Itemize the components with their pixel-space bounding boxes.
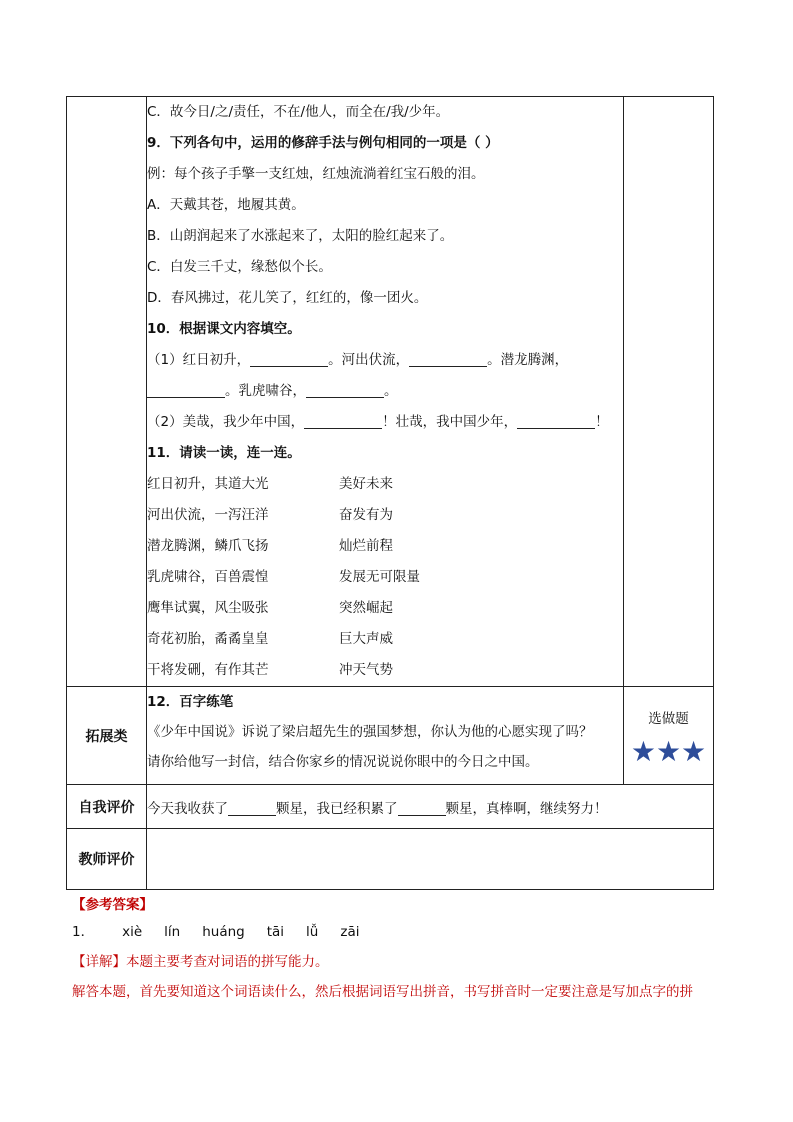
answer-section	[72, 893, 732, 1007]
q9-option-d: D．春风拂过，花儿笑了，红红的，像一团火。	[147, 290, 428, 306]
fill-blank[interactable]	[409, 352, 487, 367]
fill-blank[interactable]	[304, 414, 382, 429]
q11-title: 11．请读一读，连一连。	[147, 445, 301, 461]
q11-matching-list	[147, 469, 623, 686]
q9-title: 9．下列各句中，运用的修辞手法与例句相同的一项是（ ）	[147, 135, 499, 151]
optional-tag: 选做题	[648, 711, 689, 727]
extension-row	[67, 687, 714, 785]
match-row: 红日初升，其道大光 美好未来	[147, 476, 393, 492]
star-total-blank[interactable]	[398, 801, 446, 816]
q9-option-a: A．天戴其苍，地履其黄。	[147, 197, 305, 213]
self-eval-cell: 今天我收获了 颗星，我已经积累了 颗星，真棒啊，继续努力！	[147, 785, 714, 829]
q12-title: 12．百字练笔	[147, 694, 234, 710]
fill-blank[interactable]	[306, 383, 384, 398]
teacher-eval-cell[interactable]	[147, 829, 714, 890]
q9-option-c: C．白发三千丈，缘愁似个长。	[147, 259, 332, 275]
answer-explanation: 解答本题，首先要知道这个词语读什么，然后根据词语写出拼音，书写拼音时一定要注意是写加点字的拼	[72, 984, 693, 1000]
match-row: 奇花初胎，矞矞皇皇 巨大声威	[147, 631, 393, 647]
q9-example: 例：每个孩子手擎一支红烛，红烛流淌着红宝石般的泪。	[147, 166, 485, 182]
answer-1-pinyin: 1． xiè lín huáng tāi lǚ zāi	[72, 924, 360, 940]
questions-cell	[147, 97, 624, 687]
answer-header: 【参考答案】	[72, 897, 153, 913]
extension-label: 拓展类	[67, 687, 147, 785]
questions-side-cell	[624, 97, 714, 687]
match-row: 河出伏流，一泻汪洋 奋发有为	[147, 507, 393, 523]
optional-cell	[624, 687, 714, 785]
q10-line-2: 。乳虎啸谷， 。	[147, 376, 623, 407]
fill-blank[interactable]	[517, 414, 595, 429]
star-rating-icon: ★★★	[630, 735, 707, 768]
q8-option-c: C．故今日/之/责任，不在/他人，而全在/我/少年。	[147, 104, 450, 120]
q10-title: 10．根据课文内容填空。	[147, 321, 301, 337]
questions-label-cell	[67, 97, 147, 687]
questions-row	[67, 97, 714, 687]
q10-line-3: （2）美哉，我少年中国， ！壮哉，我中国少年， ！	[147, 414, 609, 430]
fill-blank[interactable]	[147, 383, 225, 398]
q9-option-b: B．山朗润起来了水涨起来了，太阳的脸红起来了。	[147, 228, 454, 244]
q12-line-1: 《少年中国说》诉说了梁启超先生的强国梦想，你认为他的心愿实现了吗？	[147, 724, 593, 740]
teacher-eval-label: 教师评价	[67, 829, 147, 890]
match-row: 潜龙腾渊，鳞爪飞扬 灿烂前程	[147, 538, 393, 554]
teacher-eval-row	[67, 829, 714, 890]
q10-line-1: （1）红日初升， 。河出伏流， 。潜龙腾渊，	[147, 352, 569, 368]
self-eval-row	[67, 785, 714, 829]
match-row: 干将发硎，有作其芒 冲天气势	[147, 662, 393, 678]
answer-detail: 【详解】本题主要考查对词语的拼写能力。	[72, 954, 329, 970]
star-count-blank[interactable]	[228, 801, 276, 816]
extension-cell	[147, 687, 624, 785]
exercise-table	[66, 96, 714, 890]
match-row: 乳虎啸谷，百兽震惶 发展无可限量	[147, 569, 420, 585]
q12-line-2: 请你给他写一封信，结合你家乡的情况说说你眼中的今日之中国。	[147, 754, 539, 770]
match-row: 鹰隼试翼，风尘吸张 突然崛起	[147, 600, 393, 616]
fill-blank[interactable]	[250, 352, 328, 367]
self-eval-label: 自我评价	[67, 785, 147, 829]
